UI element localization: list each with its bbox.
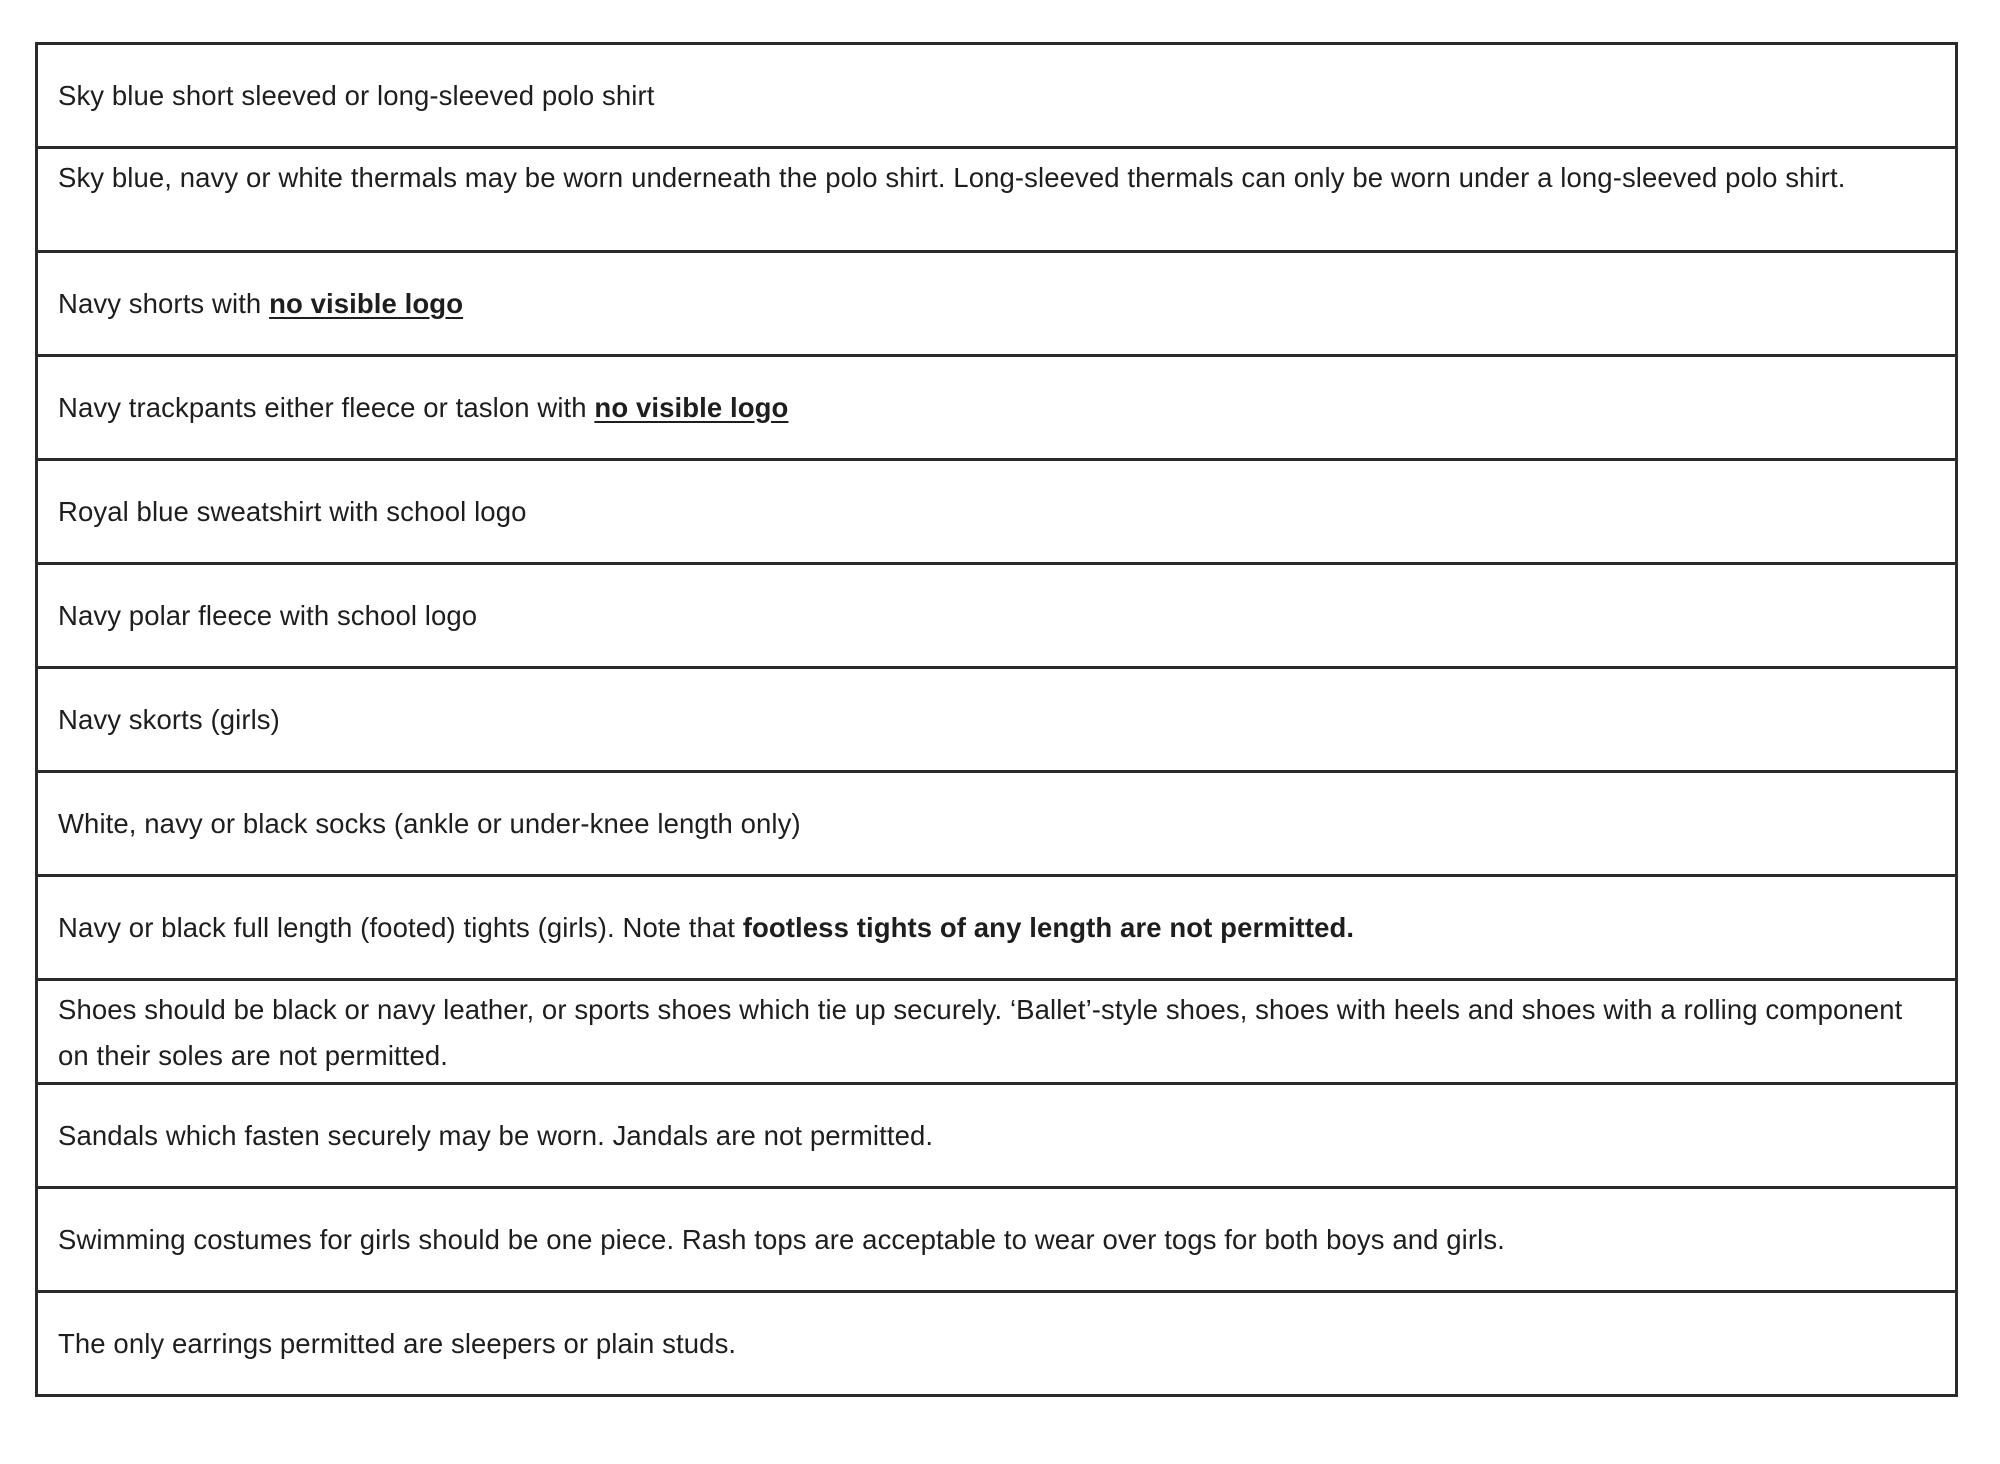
- rule-text: Navy skorts (girls): [58, 703, 280, 735]
- table-row: [37, 148, 1957, 252]
- table-row: [37, 1084, 1957, 1188]
- rule-cell: [37, 1292, 1957, 1396]
- rule-text: Sandals which fasten securely may be worn. Jandals are not permitted.: [58, 1119, 934, 1151]
- rule-emphasis: footless tights of any length are not permitted.: [742, 911, 1355, 943]
- rule-text: The only earrings permitted are sleepers or plain studs.: [58, 1327, 737, 1359]
- rule-text: White, navy or black socks (ankle or under-knee length only): [58, 807, 801, 839]
- rule-text: Shoes should be black or navy leather, or sports shoes which tie up securely. ‘Ballet’-style shoes, shoes with heels and shoes with a rolling component on their soles are not permitted.: [58, 994, 1903, 1071]
- rule-cell: [37, 772, 1957, 876]
- table-row: [37, 1292, 1957, 1396]
- rule-cell: [37, 876, 1957, 980]
- rule-cell: [37, 460, 1957, 564]
- rule-cell: [37, 564, 1957, 668]
- rule-text: Sky blue short sleeved or long-sleeved polo shirt: [58, 79, 655, 111]
- rule-cell: [37, 1084, 1957, 1188]
- rule-text: Royal blue sweatshirt with school logo: [58, 495, 527, 527]
- rule-cell: [37, 356, 1957, 460]
- rule-cell: [37, 980, 1957, 1084]
- rule-cell: [37, 1188, 1957, 1292]
- rule-text: Navy polar fleece with school logo: [58, 599, 478, 631]
- rule-cell: [37, 44, 1957, 148]
- table-row: [37, 44, 1957, 148]
- table-row: [37, 980, 1957, 1084]
- table-row: [37, 356, 1957, 460]
- table-row: [37, 1188, 1957, 1292]
- rule-cell: [37, 148, 1957, 252]
- table-row: [37, 772, 1957, 876]
- table-row: [37, 668, 1957, 772]
- table-row: [37, 460, 1957, 564]
- rule-text: Swimming costumes for girls should be one piece. Rash tops are acceptable to wear over togs for both boys and girls.: [58, 1223, 1505, 1255]
- uniform-rules-table: [35, 42, 1958, 1397]
- rule-text: Navy shorts with: [58, 287, 270, 319]
- rule-text: Sky blue, navy or white thermals may be worn underneath the polo shirt. Long-sleeved thermals can only be worn under a long-sleeved polo shirt.: [58, 162, 1846, 193]
- rule-emphasis: no visible logo: [269, 287, 464, 319]
- table-row: [37, 876, 1957, 980]
- table-row: [37, 252, 1957, 356]
- rule-cell: [37, 252, 1957, 356]
- table-row: [37, 564, 1957, 668]
- rule-text: Navy or black full length (footed) tights (girls). Note that: [58, 911, 743, 943]
- rule-emphasis: no visible logo: [594, 391, 789, 423]
- rule-text: Navy trackpants either fleece or taslon with: [58, 391, 595, 423]
- rule-cell: [37, 668, 1957, 772]
